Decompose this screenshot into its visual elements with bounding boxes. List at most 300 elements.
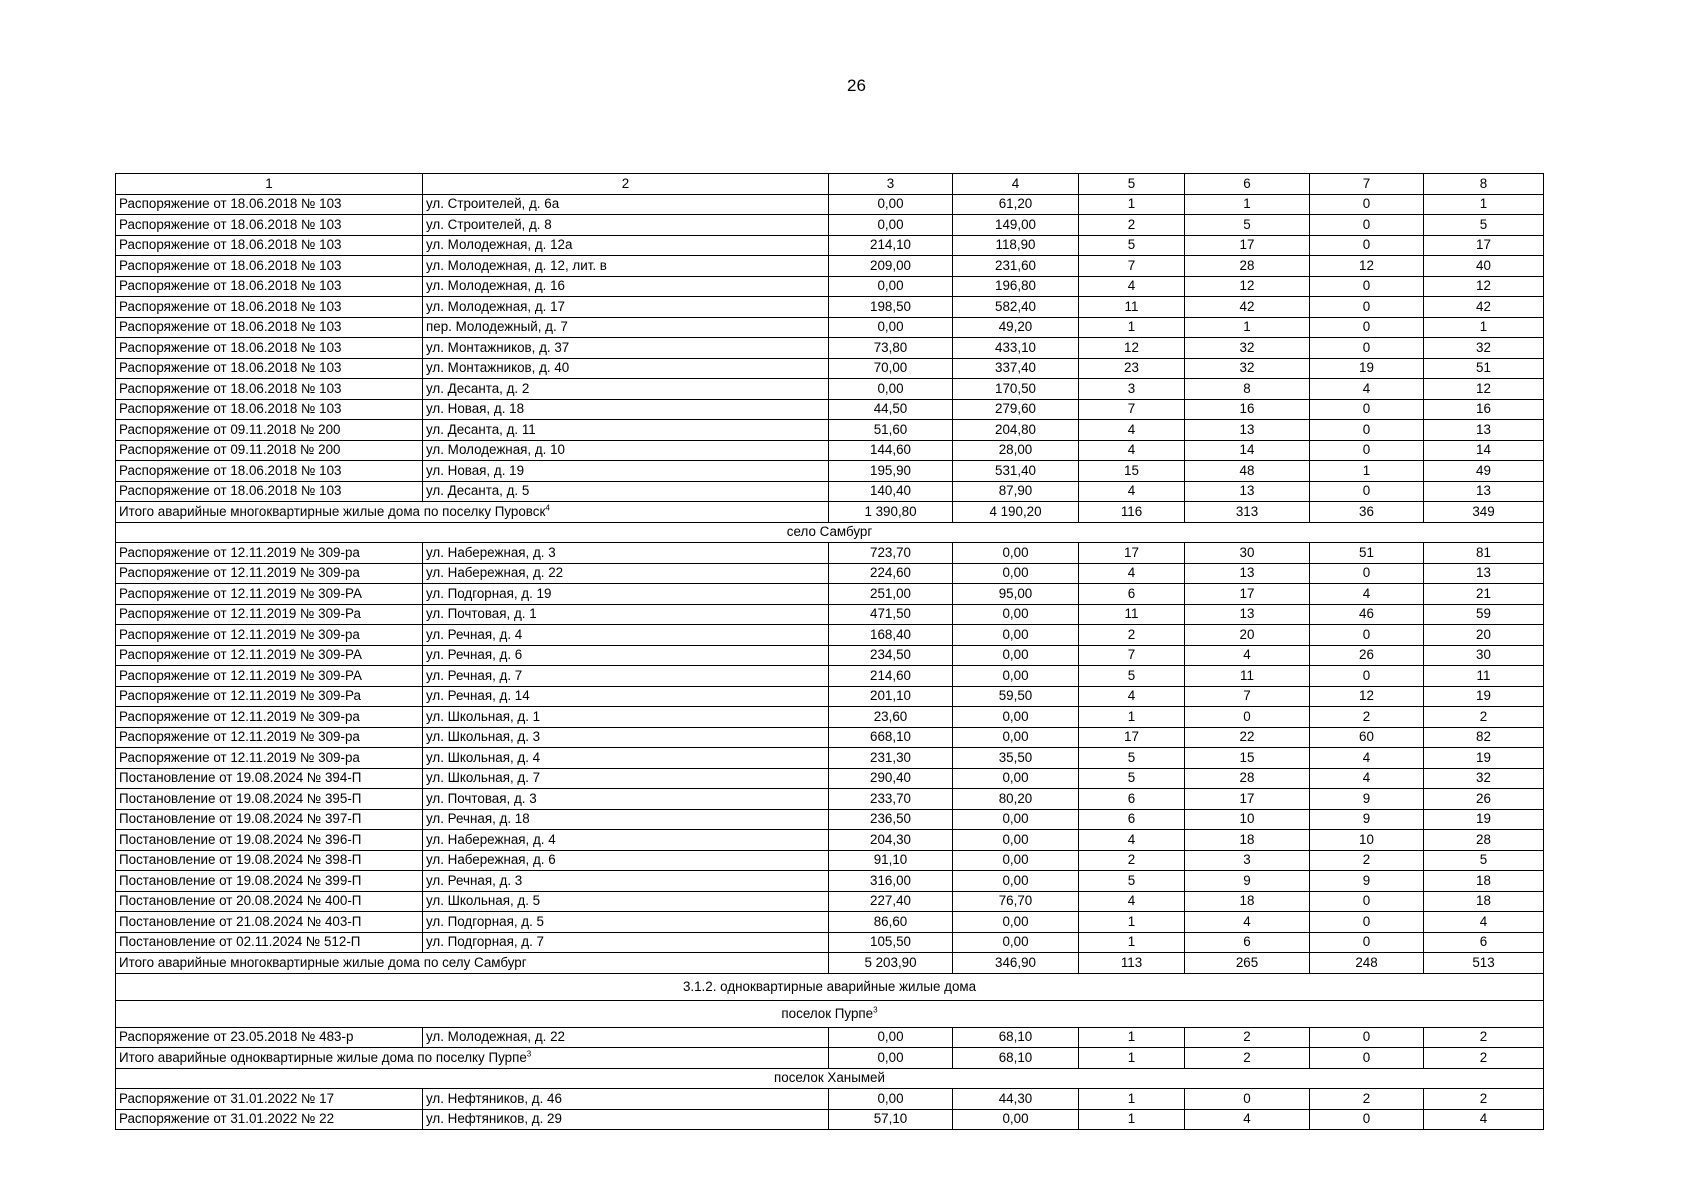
value-cell: 0 <box>1310 420 1424 441</box>
value-cell: 723,70 <box>829 543 953 564</box>
value-cell: 30 <box>1185 543 1310 564</box>
value-cell: 0 <box>1310 912 1424 933</box>
value-cell: 0 <box>1185 707 1310 728</box>
heading-text: 3.1.2. одноквартирные аварийные жилые дома <box>682 978 977 994</box>
document-cell: Постановление от 19.08.2024 № 395-П <box>116 789 423 810</box>
total-value-cell: 1 390,80 <box>829 502 953 523</box>
document-cell: Распоряжение от 12.11.2019 № 309-ра <box>116 748 423 769</box>
value-cell: 14 <box>1185 440 1310 461</box>
value-cell: 233,70 <box>829 789 953 810</box>
section-heading <box>116 522 1544 543</box>
value-cell: 279,60 <box>953 399 1079 420</box>
value-cell: 582,40 <box>953 297 1079 318</box>
table-row <box>116 543 1544 564</box>
value-cell: 4 <box>1079 686 1185 707</box>
value-cell: 4 <box>1424 912 1544 933</box>
value-cell: 0,00 <box>953 645 1079 666</box>
value-cell: 86,60 <box>829 912 953 933</box>
total-label-text: Итого аварийные одноквартирные жилые дома по поселку Пурпе <box>119 1049 527 1065</box>
value-cell: 0,00 <box>953 871 1079 892</box>
address-cell: ул. Молодежная, д. 16 <box>423 276 829 297</box>
value-cell: 195,90 <box>829 461 953 482</box>
total-row <box>116 502 1544 523</box>
table-row <box>116 317 1544 338</box>
value-cell: 5 <box>1079 768 1185 789</box>
document-cell: Постановление от 19.08.2024 № 396-П <box>116 830 423 851</box>
footnote-marker: 4 <box>545 503 550 513</box>
document-cell: Распоряжение от 09.11.2018 № 200 <box>116 420 423 441</box>
value-cell: 0,00 <box>829 1089 953 1110</box>
document-cell: Постановление от 02.11.2024 № 512-П <box>116 932 423 953</box>
value-cell: 4 <box>1079 563 1185 584</box>
value-cell: 11 <box>1079 604 1185 625</box>
value-cell: 95,00 <box>953 584 1079 605</box>
value-cell: 48 <box>1185 461 1310 482</box>
value-cell: 0 <box>1310 235 1424 256</box>
table-row <box>116 1089 1544 1110</box>
heading-text: поселок Пурпе <box>781 1005 874 1021</box>
document-cell: Распоряжение от 18.06.2018 № 103 <box>116 317 423 338</box>
table-row <box>116 809 1544 830</box>
table-row <box>116 707 1544 728</box>
column-number: 4 <box>953 174 1079 195</box>
value-cell: 0,00 <box>829 215 953 236</box>
value-cell: 51 <box>1310 543 1424 564</box>
value-cell: 49 <box>1424 461 1544 482</box>
value-cell: 1 <box>1079 912 1185 933</box>
total-value-cell: 349 <box>1424 502 1544 523</box>
table-row <box>116 912 1544 933</box>
document-cell: Распоряжение от 12.11.2019 № 309-ра <box>116 727 423 748</box>
value-cell: 23 <box>1079 358 1185 379</box>
document-cell: Распоряжение от 12.11.2019 № 309-ра <box>116 625 423 646</box>
document-cell: Распоряжение от 12.11.2019 № 309-Ра <box>116 686 423 707</box>
value-cell: 6 <box>1079 789 1185 810</box>
table-row <box>116 645 1544 666</box>
address-cell: ул. Почтовая, д. 3 <box>423 789 829 810</box>
value-cell: 8 <box>1185 379 1310 400</box>
value-cell: 91,10 <box>829 850 953 871</box>
table-row <box>116 256 1544 277</box>
value-cell: 44,30 <box>953 1089 1079 1110</box>
document-cell: Постановление от 20.08.2024 № 400-П <box>116 891 423 912</box>
table-row <box>116 297 1544 318</box>
value-cell: 0,00 <box>953 625 1079 646</box>
value-cell: 214,60 <box>829 666 953 687</box>
address-cell: ул. Речная, д. 18 <box>423 809 829 830</box>
value-cell: 16 <box>1424 399 1544 420</box>
value-cell: 35,50 <box>953 748 1079 769</box>
value-cell: 0,00 <box>953 604 1079 625</box>
document-cell: Распоряжение от 18.06.2018 № 103 <box>116 235 423 256</box>
address-cell: ул. Речная, д. 4 <box>423 625 829 646</box>
value-cell: 0,00 <box>953 830 1079 851</box>
table-row <box>116 932 1544 953</box>
value-cell: 0,00 <box>953 707 1079 728</box>
value-cell: 170,50 <box>953 379 1079 400</box>
value-cell: 144,60 <box>829 440 953 461</box>
value-cell: 118,90 <box>953 235 1079 256</box>
address-cell: ул. Новая, д. 18 <box>423 399 829 420</box>
value-cell: 1 <box>1185 194 1310 215</box>
address-cell: ул. Речная, д. 6 <box>423 645 829 666</box>
value-cell: 337,40 <box>953 358 1079 379</box>
value-cell: 2 <box>1079 215 1185 236</box>
document-cell: Распоряжение от 31.01.2022 № 22 <box>116 1109 423 1130</box>
document-cell: Распоряжение от 12.11.2019 № 309-РА <box>116 666 423 687</box>
value-cell: 531,40 <box>953 461 1079 482</box>
table-row <box>116 358 1544 379</box>
total-row <box>116 953 1544 974</box>
value-cell: 2 <box>1079 850 1185 871</box>
value-cell: 196,80 <box>953 276 1079 297</box>
value-cell: 80,20 <box>953 789 1079 810</box>
value-cell: 2 <box>1424 1027 1544 1048</box>
value-cell: 0 <box>1310 317 1424 338</box>
value-cell: 0 <box>1310 932 1424 953</box>
total-label <box>116 1048 829 1069</box>
value-cell: 13 <box>1424 420 1544 441</box>
value-cell: 16 <box>1185 399 1310 420</box>
value-cell: 1 <box>1424 194 1544 215</box>
value-cell: 0,00 <box>953 768 1079 789</box>
value-cell: 23,60 <box>829 707 953 728</box>
total-value-cell: 248 <box>1310 953 1424 974</box>
document-cell: Распоряжение от 12.11.2019 № 309-ра <box>116 707 423 728</box>
total-value-cell: 346,90 <box>953 953 1079 974</box>
address-cell: ул. Школьная, д. 3 <box>423 727 829 748</box>
table-row <box>116 440 1544 461</box>
address-cell: ул. Школьная, д. 7 <box>423 768 829 789</box>
value-cell: 0 <box>1310 215 1424 236</box>
value-cell: 1 <box>1310 461 1424 482</box>
section-heading-row <box>116 1000 1544 1027</box>
value-cell: 4 <box>1079 440 1185 461</box>
value-cell: 46 <box>1310 604 1424 625</box>
value-cell: 11 <box>1079 297 1185 318</box>
address-cell: ул. Речная, д. 7 <box>423 666 829 687</box>
total-label <box>116 502 829 523</box>
value-cell: 13 <box>1185 604 1310 625</box>
document-cell: Распоряжение от 23.05.2018 № 483-р <box>116 1027 423 1048</box>
value-cell: 2 <box>1310 1089 1424 1110</box>
value-cell: 13 <box>1185 420 1310 441</box>
column-number: 3 <box>829 174 953 195</box>
table-row <box>116 338 1544 359</box>
table-row <box>116 789 1544 810</box>
address-cell: ул. Набережная, д. 3 <box>423 543 829 564</box>
value-cell: 19 <box>1424 748 1544 769</box>
value-cell: 0,00 <box>953 543 1079 564</box>
value-cell: 0 <box>1310 625 1424 646</box>
value-cell: 2 <box>1079 625 1185 646</box>
table-row <box>116 461 1544 482</box>
value-cell: 471,50 <box>829 604 953 625</box>
total-value-cell: 2 <box>1185 1048 1310 1069</box>
address-cell: ул. Школьная, д. 1 <box>423 707 829 728</box>
total-value-cell: 68,10 <box>953 1048 1079 1069</box>
column-number: 8 <box>1424 174 1544 195</box>
value-cell: 1 <box>1079 707 1185 728</box>
total-label-text: Итого аварийные многоквартирные жилые дома по селу Самбург <box>119 954 527 970</box>
address-cell: ул. Набережная, д. 4 <box>423 830 829 851</box>
value-cell: 0,00 <box>953 563 1079 584</box>
value-cell: 0 <box>1310 1109 1424 1130</box>
table-row <box>116 625 1544 646</box>
value-cell: 82 <box>1424 727 1544 748</box>
value-cell: 234,50 <box>829 645 953 666</box>
total-value-cell: 513 <box>1424 953 1544 974</box>
value-cell: 49,20 <box>953 317 1079 338</box>
value-cell: 6 <box>1079 584 1185 605</box>
address-cell: ул. Почтовая, д. 1 <box>423 604 829 625</box>
heading-text: поселок Ханымей <box>774 1070 885 1086</box>
address-cell: ул. Молодежная, д. 17 <box>423 297 829 318</box>
value-cell: 5 <box>1424 850 1544 871</box>
address-cell: ул. Молодежная, д. 12а <box>423 235 829 256</box>
value-cell: 19 <box>1424 686 1544 707</box>
value-cell: 0 <box>1310 297 1424 318</box>
address-cell: ул. Школьная, д. 5 <box>423 891 829 912</box>
value-cell: 1 <box>1079 1027 1185 1048</box>
table-row <box>116 686 1544 707</box>
value-cell: 0,00 <box>953 1109 1079 1130</box>
value-cell: 28,00 <box>953 440 1079 461</box>
value-cell: 5 <box>1079 235 1185 256</box>
value-cell: 0,00 <box>829 1027 953 1048</box>
document-cell: Постановление от 21.08.2024 № 403-П <box>116 912 423 933</box>
address-cell: ул. Школьная, д. 4 <box>423 748 829 769</box>
value-cell: 204,30 <box>829 830 953 851</box>
value-cell: 4 <box>1310 748 1424 769</box>
value-cell: 13 <box>1185 481 1310 502</box>
table-row <box>116 399 1544 420</box>
value-cell: 17 <box>1185 789 1310 810</box>
footnote-marker: 3 <box>526 1049 532 1059</box>
value-cell: 42 <box>1185 297 1310 318</box>
table-row <box>116 1027 1544 1048</box>
address-cell: пер. Молодежный, д. 7 <box>423 317 829 338</box>
document-cell: Распоряжение от 18.06.2018 № 103 <box>116 215 423 236</box>
document-cell: Распоряжение от 31.01.2022 № 17 <box>116 1089 423 1110</box>
table-row <box>116 604 1544 625</box>
value-cell: 105,50 <box>829 932 953 953</box>
value-cell: 0 <box>1310 194 1424 215</box>
document-cell: Распоряжение от 12.11.2019 № 309-ра <box>116 563 423 584</box>
value-cell: 51 <box>1424 358 1544 379</box>
value-cell: 57,10 <box>829 1109 953 1130</box>
table-row <box>116 481 1544 502</box>
total-row <box>116 1048 1544 1069</box>
value-cell: 17 <box>1079 727 1185 748</box>
value-cell: 0,00 <box>829 379 953 400</box>
value-cell: 227,40 <box>829 891 953 912</box>
total-value-cell: 313 <box>1185 502 1310 523</box>
value-cell: 28 <box>1185 768 1310 789</box>
address-cell: ул. Строителей, д. 6а <box>423 194 829 215</box>
value-cell: 0,00 <box>953 809 1079 830</box>
column-number: 1 <box>116 174 423 195</box>
value-cell: 12 <box>1310 686 1424 707</box>
address-cell: ул. Десанта, д. 2 <box>423 379 829 400</box>
value-cell: 32 <box>1424 768 1544 789</box>
value-cell: 204,80 <box>953 420 1079 441</box>
total-value-cell: 1 <box>1079 1048 1185 1069</box>
value-cell: 1 <box>1424 317 1544 338</box>
value-cell: 18 <box>1185 830 1310 851</box>
total-value-cell: 265 <box>1185 953 1310 974</box>
address-cell: ул. Молодежная, д. 22 <box>423 1027 829 1048</box>
value-cell: 17 <box>1424 235 1544 256</box>
document-cell: Распоряжение от 12.11.2019 № 309-ра <box>116 543 423 564</box>
document-cell: Распоряжение от 18.06.2018 № 103 <box>116 461 423 482</box>
section-heading-row <box>116 1068 1544 1089</box>
value-cell: 19 <box>1310 358 1424 379</box>
column-number: 6 <box>1185 174 1310 195</box>
value-cell: 4 <box>1185 645 1310 666</box>
value-cell: 70,00 <box>829 358 953 379</box>
address-cell: ул. Подгорная, д. 7 <box>423 932 829 953</box>
value-cell: 28 <box>1424 830 1544 851</box>
address-cell: ул. Набережная, д. 22 <box>423 563 829 584</box>
document-cell: Постановление от 19.08.2024 № 398-П <box>116 850 423 871</box>
value-cell: 0,00 <box>829 194 953 215</box>
value-cell: 0 <box>1185 1089 1310 1110</box>
value-cell: 2 <box>1310 850 1424 871</box>
table-row <box>116 666 1544 687</box>
value-cell: 5 <box>1079 748 1185 769</box>
value-cell: 1 <box>1079 1089 1185 1110</box>
document-cell: Распоряжение от 12.11.2019 № 309-Ра <box>116 604 423 625</box>
value-cell: 1 <box>1185 317 1310 338</box>
value-cell: 0,00 <box>829 317 953 338</box>
address-cell: ул. Подгорная, д. 19 <box>423 584 829 605</box>
value-cell: 42 <box>1424 297 1544 318</box>
value-cell: 0,00 <box>953 850 1079 871</box>
total-value-cell: 0 <box>1310 1048 1424 1069</box>
document-cell: Постановление от 19.08.2024 № 397-П <box>116 809 423 830</box>
value-cell: 60 <box>1310 727 1424 748</box>
value-cell: 21 <box>1424 584 1544 605</box>
table-row <box>116 871 1544 892</box>
address-cell: ул. Монтажников, д. 37 <box>423 338 829 359</box>
value-cell: 7 <box>1079 256 1185 277</box>
value-cell: 6 <box>1185 932 1310 953</box>
address-cell: ул. Речная, д. 14 <box>423 686 829 707</box>
value-cell: 59,50 <box>953 686 1079 707</box>
total-value-cell: 116 <box>1079 502 1185 523</box>
value-cell: 61,20 <box>953 194 1079 215</box>
value-cell: 2 <box>1424 1089 1544 1110</box>
value-cell: 668,10 <box>829 727 953 748</box>
document-cell: Распоряжение от 18.06.2018 № 103 <box>116 399 423 420</box>
value-cell: 76,70 <box>953 891 1079 912</box>
value-cell: 12 <box>1310 256 1424 277</box>
value-cell: 59 <box>1424 604 1544 625</box>
value-cell: 10 <box>1310 830 1424 851</box>
value-cell: 224,60 <box>829 563 953 584</box>
value-cell: 1 <box>1079 194 1185 215</box>
value-cell: 19 <box>1424 809 1544 830</box>
address-cell: ул. Строителей, д. 8 <box>423 215 829 236</box>
heading-text: село Самбург <box>786 524 873 540</box>
value-cell: 231,60 <box>953 256 1079 277</box>
value-cell: 7 <box>1185 686 1310 707</box>
value-cell: 9 <box>1310 789 1424 810</box>
value-cell: 1 <box>1079 1109 1185 1130</box>
value-cell: 5 <box>1079 666 1185 687</box>
value-cell: 12 <box>1185 276 1310 297</box>
value-cell: 4 <box>1079 276 1185 297</box>
value-cell: 13 <box>1185 563 1310 584</box>
value-cell: 2 <box>1424 707 1544 728</box>
value-cell: 236,50 <box>829 809 953 830</box>
value-cell: 0,00 <box>953 727 1079 748</box>
value-cell: 15 <box>1079 461 1185 482</box>
table-row <box>116 768 1544 789</box>
table-row <box>116 379 1544 400</box>
value-cell: 2 <box>1310 707 1424 728</box>
column-number: 5 <box>1079 174 1185 195</box>
table-row <box>116 891 1544 912</box>
value-cell: 13 <box>1424 481 1544 502</box>
total-value-cell: 5 203,90 <box>829 953 953 974</box>
table-row <box>116 420 1544 441</box>
value-cell: 214,10 <box>829 235 953 256</box>
address-cell: ул. Молодежная, д. 12, лит. в <box>423 256 829 277</box>
value-cell: 30 <box>1424 645 1544 666</box>
table-row <box>116 235 1544 256</box>
value-cell: 290,40 <box>829 768 953 789</box>
value-cell: 18 <box>1185 891 1310 912</box>
value-cell: 1 <box>1079 932 1185 953</box>
value-cell: 4 <box>1079 891 1185 912</box>
section-heading-row <box>116 973 1544 1000</box>
value-cell: 17 <box>1079 543 1185 564</box>
column-number-header <box>116 174 1544 195</box>
value-cell: 1 <box>1079 317 1185 338</box>
document-cell: Распоряжение от 12.11.2019 № 309-РА <box>116 584 423 605</box>
value-cell: 73,80 <box>829 338 953 359</box>
total-value-cell: 4 190,20 <box>953 502 1079 523</box>
document-cell: Постановление от 19.08.2024 № 399-П <box>116 871 423 892</box>
value-cell: 7 <box>1079 645 1185 666</box>
address-cell: ул. Новая, д. 19 <box>423 461 829 482</box>
value-cell: 433,10 <box>953 338 1079 359</box>
value-cell: 10 <box>1185 809 1310 830</box>
section-heading <box>116 1068 1544 1089</box>
value-cell: 4 <box>1079 830 1185 851</box>
value-cell: 26 <box>1424 789 1544 810</box>
total-label-text: Итого аварийные многоквартирные жилые дома по поселку Пуровск <box>119 503 546 519</box>
value-cell: 3 <box>1185 850 1310 871</box>
value-cell: 11 <box>1424 666 1544 687</box>
address-cell: ул. Подгорная, д. 5 <box>423 912 829 933</box>
value-cell: 4 <box>1424 1109 1544 1130</box>
table-row <box>116 194 1544 215</box>
value-cell: 5 <box>1185 215 1310 236</box>
address-cell: ул. Нефтяников, д. 46 <box>423 1089 829 1110</box>
value-cell: 168,40 <box>829 625 953 646</box>
value-cell: 209,00 <box>829 256 953 277</box>
value-cell: 15 <box>1185 748 1310 769</box>
value-cell: 32 <box>1185 358 1310 379</box>
table-row <box>116 276 1544 297</box>
value-cell: 4 <box>1079 420 1185 441</box>
value-cell: 0,00 <box>953 912 1079 933</box>
value-cell: 0 <box>1310 338 1424 359</box>
value-cell: 9 <box>1310 871 1424 892</box>
